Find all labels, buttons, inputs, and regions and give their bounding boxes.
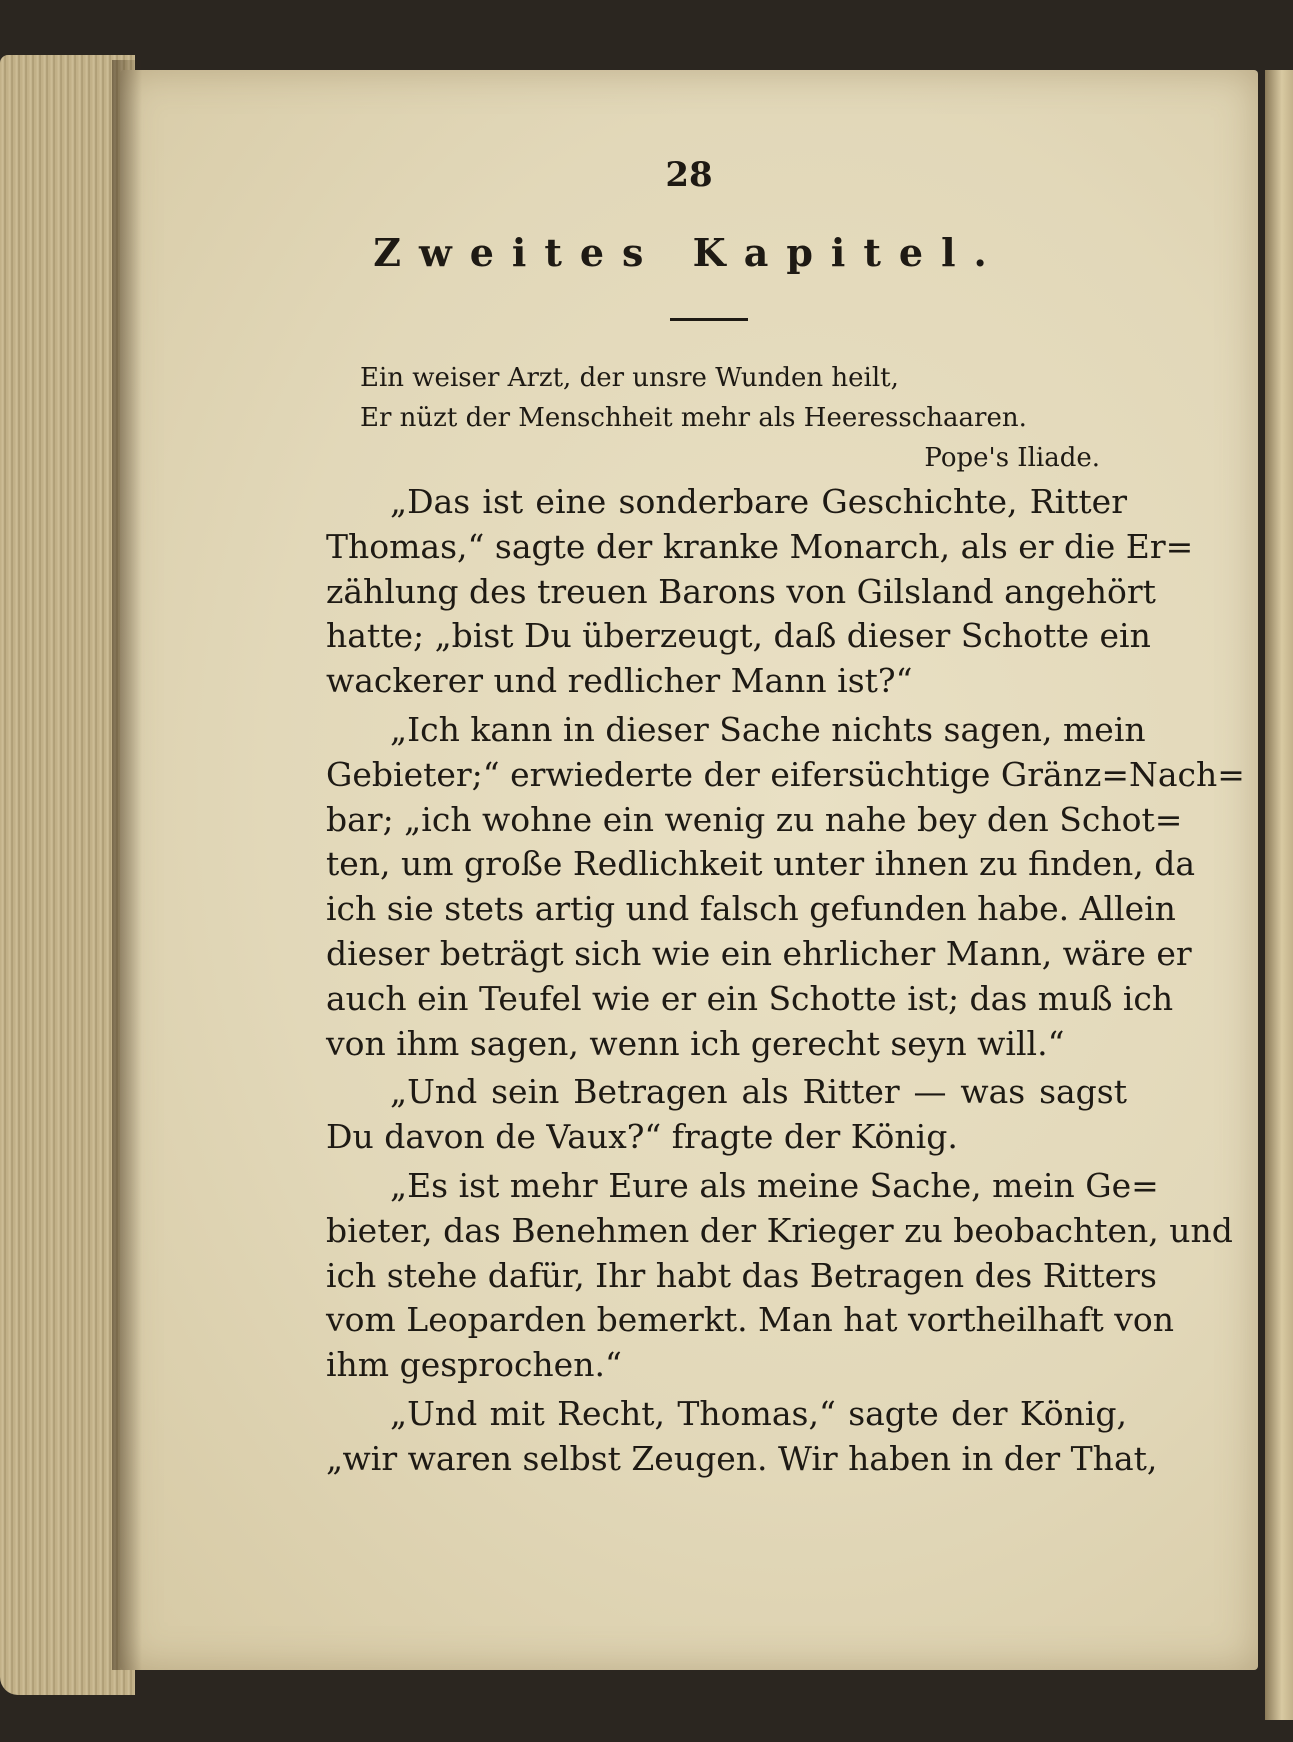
- facing-page-edge: [1265, 70, 1293, 1720]
- text-line: zählung des treuen Barons von Gilsland angehört: [326, 571, 1156, 611]
- text-line: „wir waren selbst Zeugen. Wir haben in der That,: [326, 1438, 1158, 1478]
- text-line: hatte; „bist Du überzeugt, daß dieser Schotte ein: [326, 616, 1151, 656]
- text-line: „Es ist mehr Eure als meine Sache, mein Ge=: [390, 1165, 1159, 1205]
- gutter-shadow: [112, 60, 142, 1670]
- text-line: wackerer und redlicher Mann ist?“: [326, 661, 913, 701]
- chapter-heading: Zweites Kapitel.: [373, 230, 1005, 275]
- text-line: von ihm sagen, wenn ich gerecht seyn will.“: [326, 1023, 1065, 1063]
- text-line: ihm gesprochen.“: [326, 1345, 622, 1385]
- epigraph-source: Pope's Iliade.: [924, 443, 1100, 473]
- epigraph: [360, 358, 1100, 478]
- text-line: auch ein Teufel wie er ein Schotte ist; das muß ich: [326, 978, 1174, 1018]
- paragraph: [262, 1070, 1127, 1160]
- epigraph-line: Er nüzt der Menschheit mehr als Heeresschaaren.: [360, 403, 1027, 433]
- page-number: 28: [665, 155, 713, 195]
- text-line: „Das ist eine sonderbare Geschichte, Ritter: [390, 482, 1127, 521]
- text-line: bar; „ich wohne ein wenig zu nahe bey den Schot=: [326, 799, 1183, 839]
- text-line: ich sie stets artig und falsch gefunden habe. Allein: [326, 889, 1176, 929]
- text-line: ten, um große Redlichkeit unter ihnen zu finden, da: [326, 844, 1196, 884]
- text-line: dieser beträgt sich wie ein ehrlicher Mann, wäre er: [326, 933, 1192, 973]
- text-line: ich stehe dafür, Ihr habt das Betragen des Ritters: [326, 1255, 1157, 1295]
- body-text: [262, 480, 1245, 1486]
- paragraph: [262, 1392, 1158, 1482]
- text-line: „Und sein Betragen als Ritter — was sagst: [390, 1072, 1127, 1112]
- text-line: „Und mit Recht, Thomas,“ sagte der König,: [390, 1393, 1127, 1433]
- heading-rule: [670, 318, 748, 321]
- epigraph-line: Ein weiser Arzt, der unsre Wunden heilt,: [360, 363, 899, 393]
- text-line: vom Leoparden bemerkt. Man hat vortheilhaft von: [326, 1300, 1175, 1340]
- text-line: „Ich kann in dieser Sache nichts sagen, mein: [390, 709, 1146, 749]
- text-line: Thomas,“ sagte der kranke Monarch, als er die Er=: [326, 526, 1194, 566]
- paragraph: [262, 1164, 1233, 1388]
- paragraph: [262, 708, 1245, 1066]
- paragraph: [262, 480, 1194, 704]
- text-line: bieter, das Benehmen der Krieger zu beobachten, und: [326, 1210, 1233, 1250]
- book-page: [120, 70, 1258, 1670]
- text-line: Gebieter;“ erwiederte der eifersüchtige Gränz=Nach=: [326, 754, 1245, 794]
- text-line: Du davon de Vaux?“ fragte der König.: [326, 1117, 958, 1157]
